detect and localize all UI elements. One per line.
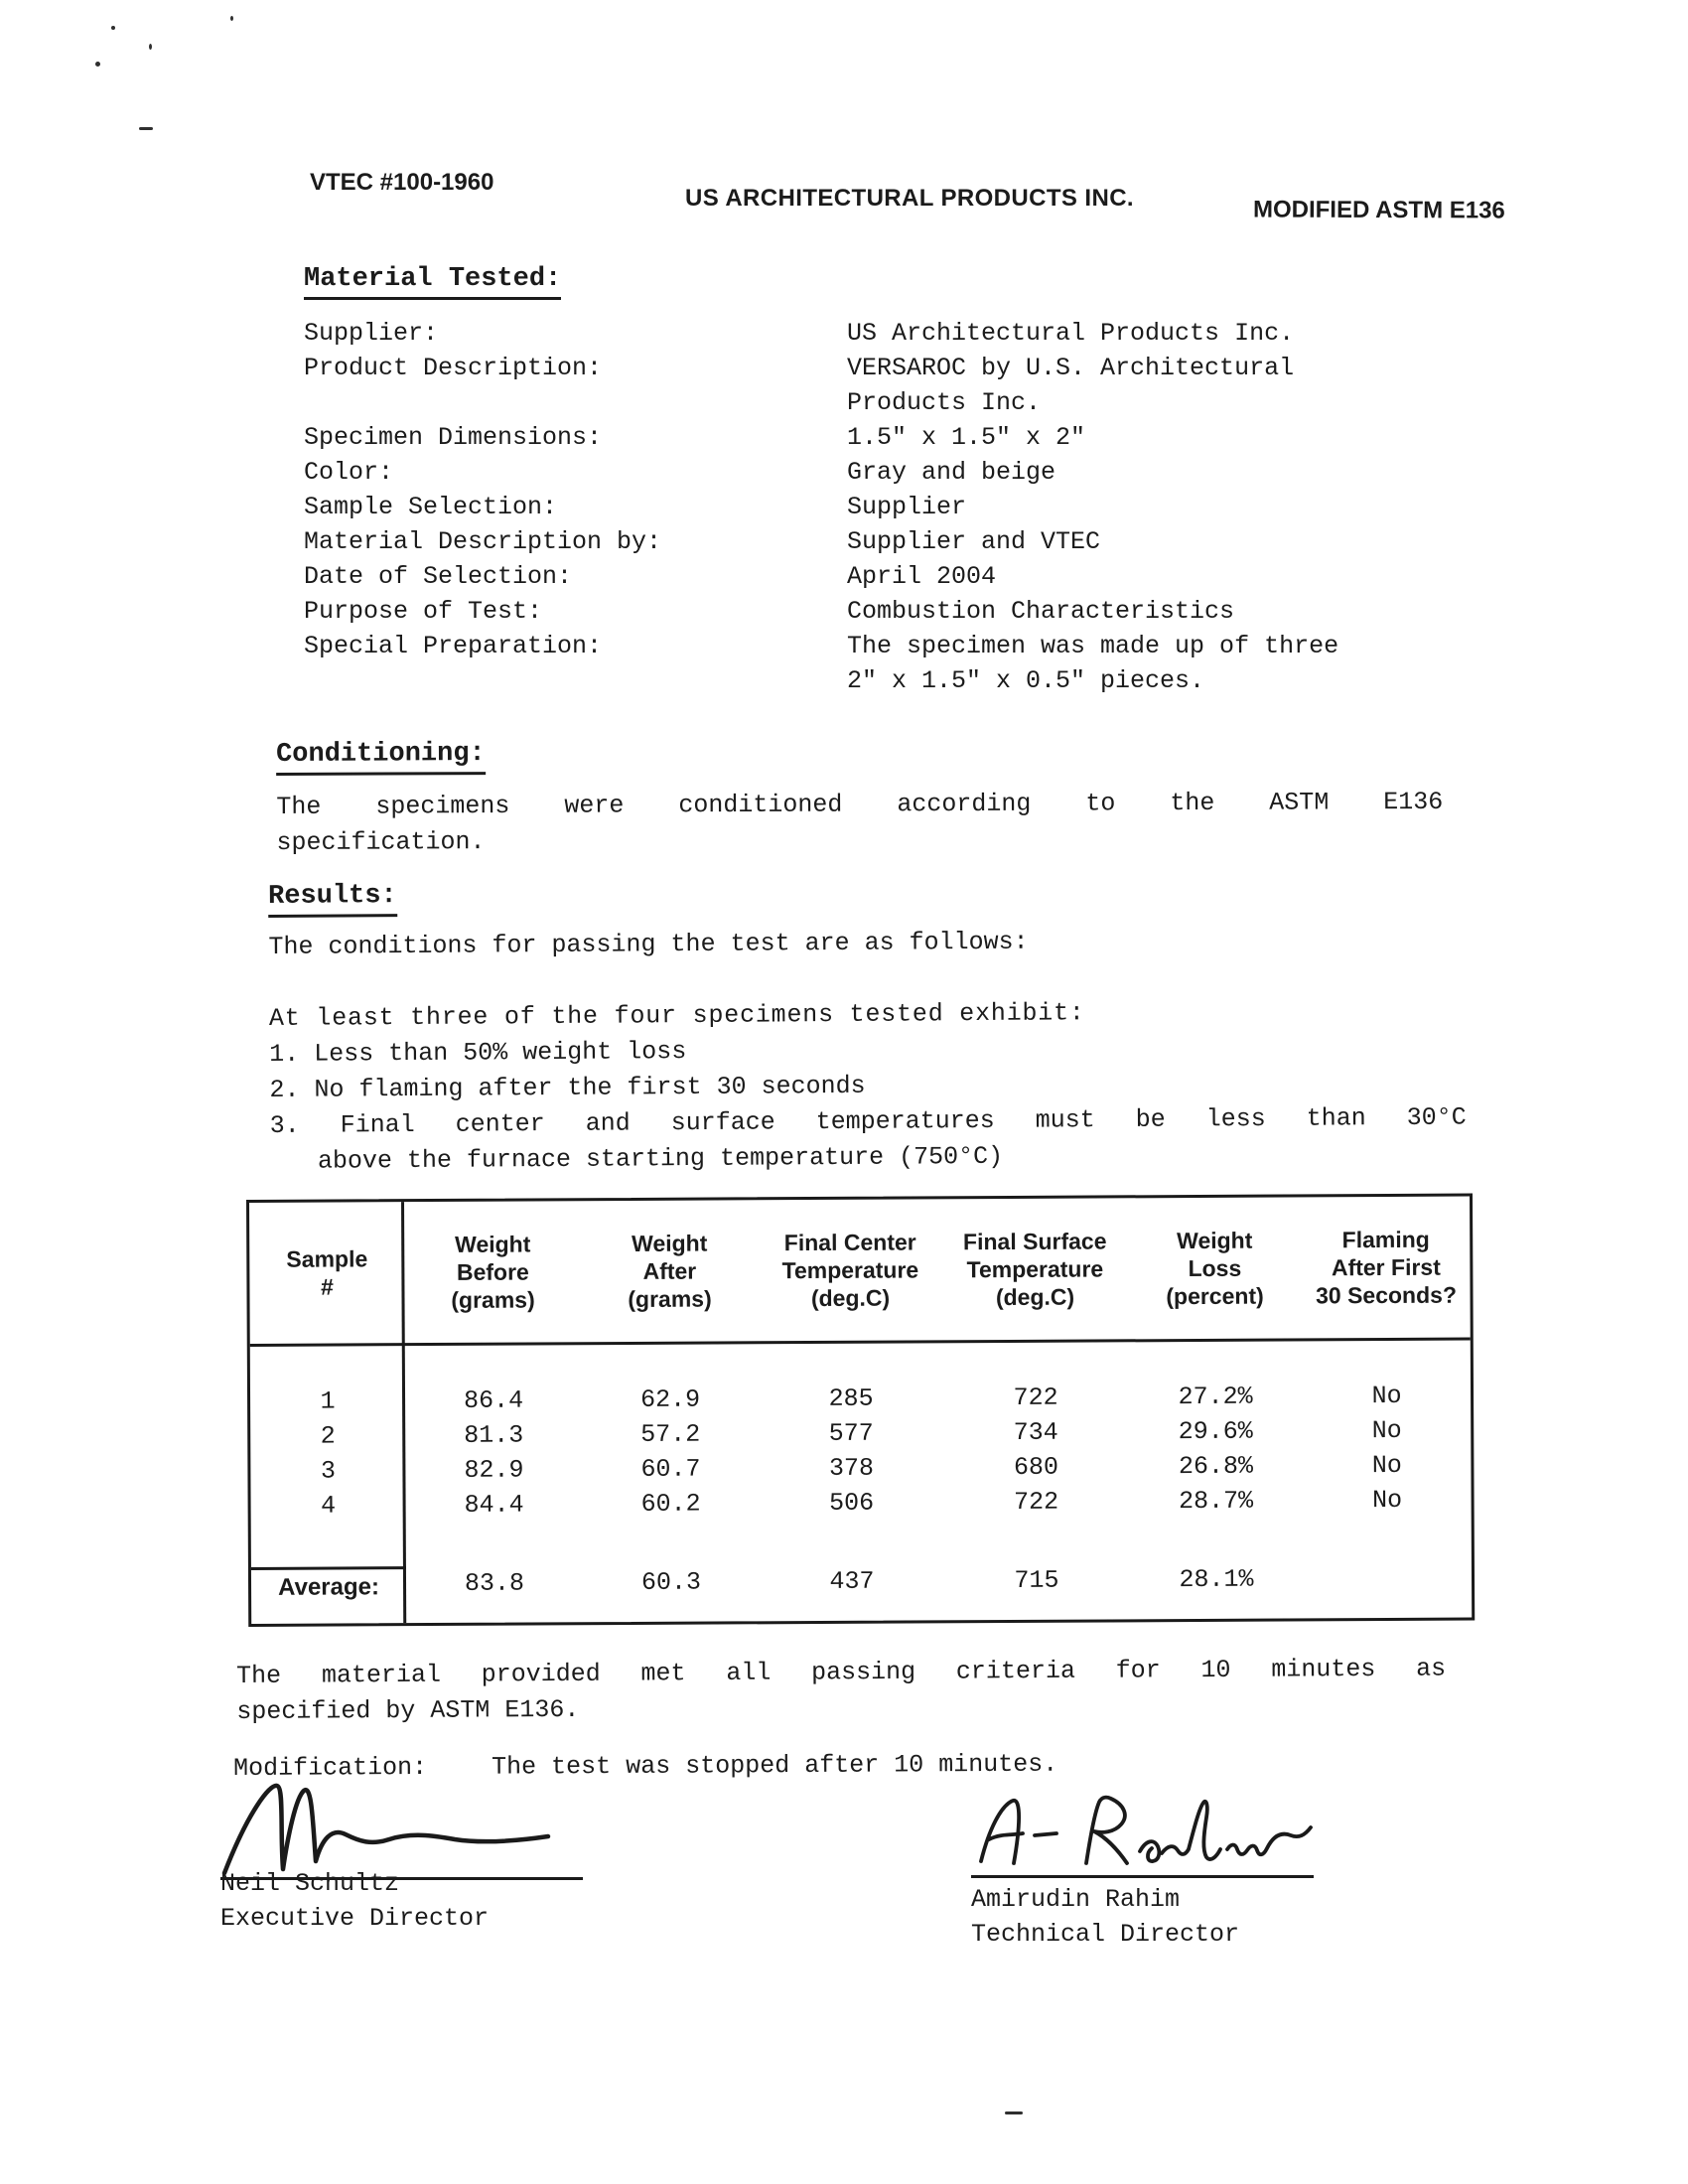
signature-block-technical-director [971,1788,1398,1952]
cell-sample: 2 [320,1421,336,1451]
field-label: Color: [304,458,394,487]
cell-weight-loss: 27.2% [1178,1382,1253,1412]
cell-center-temp: 285 [828,1383,874,1413]
cell-weight-after: 60.7 [640,1454,701,1484]
signature-line [971,1875,1314,1878]
value-line: The specimen was made up of three [847,632,1339,660]
cell-flaming: No [1371,1415,1402,1446]
value-line: April 2004 [847,562,997,591]
avg-weight-loss: 28.1% [1179,1564,1254,1595]
header-line: Sample [286,1245,368,1272]
cell-sample: 4 [321,1491,337,1521]
criteria-intro: At least three of the four specimens tested exhibit: [268,998,1085,1033]
field-date-of-selection [304,559,1406,594]
avg-flaming [1304,1561,1472,1601]
text-line: The material provided met all passing criteria for 10 minutes as [236,1654,1447,1690]
value-line: Supplier and VTEC [847,527,1101,556]
cell-sample: 3 [320,1456,337,1486]
text-line: 2. No flaming after the first 30 seconds [269,1071,866,1104]
field-label: Product Description: [304,354,603,382]
header-line: Temperature [966,1255,1104,1283]
cell-flaming: No [1371,1381,1402,1411]
conditioning-heading: Conditioning: [276,739,486,776]
field-supplier [304,316,1406,351]
cell-weight-before: 86.4 [463,1385,524,1415]
results-heading: Results: [268,881,397,918]
field-value [847,420,1388,455]
signature-block-executive-director [220,1778,637,1936]
field-value [847,629,1388,698]
field-value [847,559,1388,594]
header-line: After First [1331,1253,1441,1281]
cell-flaming: No [1371,1450,1402,1481]
header-line: Weight [455,1231,531,1257]
value-line: 1.5" x 1.5" x 2" [847,423,1086,452]
cell-weight-after: 60.2 [640,1489,701,1519]
cell-surface-temp: 680 [1013,1452,1058,1482]
table-header-weight-loss [1127,1226,1302,1310]
results-section [268,874,1467,1180]
signature-neil-schultz-icon [220,1778,598,1877]
scan-mark [139,127,153,130]
scan-mark [1005,2111,1023,2114]
table-average-row [251,1561,1472,1606]
scan-speck [111,26,115,30]
table-header-flaming [1302,1226,1470,1310]
scan-speck [95,62,100,67]
text-line: The specimens were conditioned according to the ASTM E136 [276,787,1444,821]
scan-speck [149,44,152,50]
header-line: Final Surface [962,1228,1107,1255]
conditioning-section [276,735,1444,861]
header-line: Weight [632,1230,708,1256]
avg-weight-after: 60.3 [640,1567,702,1597]
header-line: (grams) [628,1285,712,1312]
cell-surface-temp: 722 [1013,1383,1058,1412]
field-label: Sample Selection: [304,493,558,521]
modification-text: The test was stopped after 10 minutes. [492,1749,1058,1782]
cell-surface-temp: 734 [1013,1417,1058,1447]
cell-surface-temp: 722 [1014,1487,1059,1517]
cell-weight-loss: 28.7% [1179,1486,1254,1517]
field-value [847,351,1388,420]
field-label: Date of Selection: [304,562,573,591]
field-color [304,455,1406,490]
header-line: Flaming [1341,1226,1430,1253]
results-intro: The conditions for passing the test are as follows: [268,927,1029,961]
field-value [847,594,1388,629]
header-line: Loss [1188,1254,1242,1282]
field-label: Special Preparation: [304,632,603,660]
field-label: Material Description by: [304,527,662,556]
table-header-row [249,1197,1471,1347]
avg-surface-temp: 715 [1014,1565,1059,1595]
cell-weight-before: 81.3 [464,1420,524,1450]
field-value [847,455,1388,490]
cell-weight-loss: 26.8% [1178,1451,1253,1482]
field-label: Specimen Dimensions: [304,423,603,452]
signer-title: Technical Director [971,1920,1240,1949]
field-purpose-of-test [304,594,1406,629]
header-line: (deg.C) [995,1283,1075,1311]
material-tested-heading: Material Tested: [304,264,561,300]
cell-sample: 1 [320,1386,336,1416]
cell-center-temp: 506 [829,1488,875,1518]
cell-weight-after: 57.2 [640,1419,701,1449]
value-line: US Architectural Products Inc. [847,319,1295,348]
field-product-description [304,351,1406,420]
standard-reference: MODIFIED ASTM E136 [1252,196,1505,224]
scan-speck [230,16,233,21]
table-header-weight-after [581,1229,758,1313]
results-table [246,1194,1475,1627]
text-line: above the furnace starting temperature (750°C) [317,1141,1004,1176]
field-label: Supplier: [304,319,439,348]
signer-name: Neil Schultz [220,1869,400,1898]
conclusion-paragraph [236,1652,1446,1730]
header-line: Temperature [781,1256,919,1284]
text-line: 1. Less than 50% weight loss [269,1037,687,1069]
modification-label: Modification: [233,1752,428,1783]
value-line: Supplier [847,493,967,521]
table-header-final-surface-temp [942,1227,1127,1311]
text-line: specified by ASTM E136. [236,1694,580,1726]
conditioning-paragraph [276,785,1443,861]
table-frame [246,1194,1475,1627]
company-name: US ARCHITECTURAL PRODUCTS INC. [685,185,1135,212]
cell-weight-loss: 29.6% [1178,1416,1253,1447]
field-value [847,490,1388,524]
field-material-description-by [304,524,1406,559]
avg-center-temp: 437 [829,1566,875,1596]
header-line: # [320,1273,334,1300]
value-line: Combustion Characteristics [847,597,1235,626]
header-line: Before [456,1258,529,1285]
cell-weight-after: 62.9 [639,1384,701,1414]
text-line: 3. Final center and surface temperatures must be less than 30°C [269,1102,1467,1140]
signer-title: Executive Director [220,1904,490,1933]
value-line: VERSAROC by U.S. Architectural [847,354,1295,382]
material-tested-fields [304,316,1406,698]
table-body [250,1341,1472,1624]
avg-weight-before: 83.8 [464,1568,525,1598]
header-line: (deg.C) [810,1284,891,1312]
value-line: Gray and beige [847,458,1056,487]
field-specimen-dimensions [304,420,1406,455]
value-line: Products Inc. [847,388,1042,417]
header-line: 30 Seconds? [1315,1281,1458,1309]
cell-center-temp: 378 [828,1453,874,1483]
cell-weight-before: 84.4 [464,1490,524,1520]
value-line: 2" x 1.5" x 0.5" pieces. [847,666,1205,695]
text-line: specification. [276,827,486,857]
average-label: Average: [251,1566,406,1606]
field-label: Purpose of Test: [304,597,543,626]
table-row [251,1483,1472,1524]
header-line: (percent) [1166,1282,1264,1310]
cell-flaming: No [1372,1485,1403,1516]
header-line: After [642,1257,697,1284]
cell-weight-before: 82.9 [464,1455,524,1485]
header-line: (grams) [451,1286,535,1313]
header-line: Weight [1177,1227,1253,1254]
doc-number: VTEC #100-1960 [310,169,494,196]
field-value [847,316,1388,351]
table-header-final-center-temp [758,1228,942,1312]
header-line: Final Center [783,1229,916,1256]
signer-name: Amirudin Rahim [971,1885,1181,1914]
table-header-weight-before [404,1230,581,1314]
signature-amirudin-rahim-icon [971,1788,1314,1875]
material-tested-section [304,264,1406,698]
field-special-preparation [304,629,1406,698]
field-value [847,524,1388,559]
table-header-sample [249,1244,404,1301]
cell-center-temp: 577 [828,1418,874,1448]
criteria-item-3 [270,1100,1467,1180]
field-sample-selection [304,490,1406,524]
